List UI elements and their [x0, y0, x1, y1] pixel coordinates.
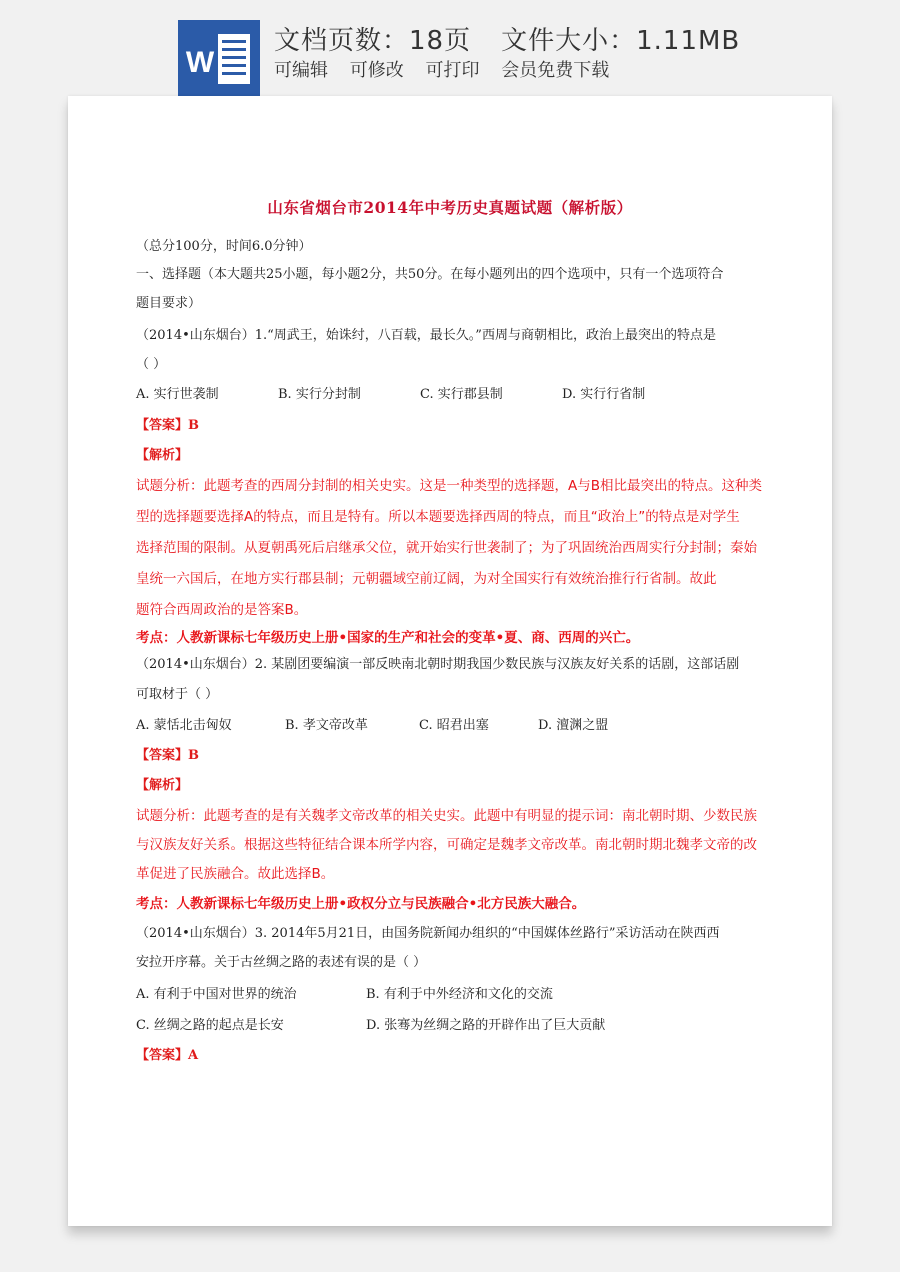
- analysis-line: 题符合西周政治的是答案B。: [136, 602, 308, 618]
- question-2-options: [136, 714, 608, 733]
- analysis-line: 与汉族友好关系。根据这些特征结合课本所学内容，可确定是魏孝文帝改革。南北朝时期北魏孝文帝的改: [136, 837, 757, 853]
- option-b: B. 有利于中外经济和文化的交流: [366, 987, 553, 1002]
- option-c: C. 昭君出塞: [419, 718, 489, 733]
- option-c: C. 实行郡县制: [420, 387, 503, 402]
- question-1-kaodian: 考点：人教新课标七年级历史上册•国家的生产和社会的变革•夏、商、西周的兴亡。: [136, 630, 640, 646]
- document-stats: [274, 20, 740, 57]
- exam-info: （总分100分，时间6.0分钟）: [136, 239, 312, 254]
- option-d: D. 张骞为丝绸之路的开辟作出了巨大贡献: [366, 1018, 606, 1033]
- analysis-line: 皇统一六国后，在地方实行郡县制；元朝疆域空前辽阔，为对全国实行有效统治推行行省制。故此: [136, 571, 717, 587]
- option-b: B. 孝文帝改革: [285, 718, 368, 733]
- question-1-stem: （2014•山东烟台）1.“周武王，始诛纣，八百载，最长久。”西周与商朝相比，政治上最突出的特点是: [136, 328, 716, 343]
- section-heading-line1: 一、选择题（本大题共25小题，每小题2分，共50分。在每小题列出的四个选项中，只有一个选项符合: [136, 267, 724, 282]
- question-2-answer: 【答案】B: [136, 748, 199, 763]
- question-3-answer: 【答案】A: [136, 1048, 199, 1063]
- option-a: A. 有利于中国对世界的统治: [136, 987, 297, 1002]
- analysis-line: 试题分析：此题考查的是有关魏孝文帝改革的相关史实。此题中有明显的提示词：南北朝时期、少数民族: [136, 808, 757, 824]
- question-2-blank: 可取材于（ ）: [136, 687, 219, 702]
- option-a: A. 蒙恬北击匈奴: [136, 718, 232, 733]
- option-d: D. 实行行省制: [562, 387, 646, 402]
- feature-editable: 可编辑: [274, 60, 328, 81]
- feature-member-download[interactable]: 会员免费下载: [501, 60, 610, 81]
- question-3-blank: 安拉开序幕。关于古丝绸之路的表述有误的是（ ）: [136, 955, 427, 970]
- option-a: A. 实行世袭制: [136, 387, 219, 402]
- question-1-blank: （ ）: [136, 357, 167, 372]
- document-page: [68, 96, 832, 1226]
- feature-list: [274, 56, 619, 82]
- file-size: 文件大小：1.11MB: [501, 26, 741, 56]
- feature-modifiable: 可修改: [349, 60, 404, 81]
- svg-text:W: W: [185, 46, 215, 79]
- option-b: B. 实行分封制: [278, 387, 361, 402]
- analysis-line: 试题分析：此题考查的西周分封制的相关史实。这是一种类型的选择题，A与B相比最突出的特点。这种类: [136, 478, 762, 494]
- question-3-options-row2: [136, 1014, 605, 1033]
- question-2-analysis-label: 【解析】: [136, 778, 189, 793]
- analysis-line: 型的选择题要选择A的特点，而且是特有。所以本题要选择西周的特点，而且“政治上”的特点是对学生: [136, 509, 740, 525]
- analysis-line: 选择范围的限制。从夏朝禹死后启继承父位，就开始实行世袭制了；为了巩固统治西周实行分封制；秦始: [136, 540, 757, 556]
- option-c: C. 丝绸之路的起点是长安: [136, 1018, 284, 1033]
- analysis-line: 革促进了民族融合。故此选择B。: [136, 866, 335, 882]
- question-3-stem: （2014•山东烟台）3. 2014年5月21日，由国务院新闻办组织的“中国媒体丝路行”采访活动在陕西西: [136, 926, 720, 941]
- word-doc-icon: [178, 20, 260, 96]
- question-2-kaodian: 考点：人教新课标七年级历史上册•政权分立与民族融合•北方民族大融合。: [136, 896, 586, 912]
- question-1-analysis-label: 【解析】: [136, 448, 189, 463]
- section-heading-line2: 题目要求）: [136, 296, 202, 311]
- question-1-options: [136, 383, 645, 402]
- question-1-answer: 【答案】B: [136, 418, 199, 433]
- feature-printable: 可打印: [425, 60, 480, 81]
- question-2-stem: （2014•山东烟台）2. 某剧团要编演一部反映南北朝时期我国少数民族与汉族友好关系的话剧，这部话剧: [136, 657, 740, 672]
- document-info-header: [0, 0, 900, 96]
- page-count: 文档页数：18页: [274, 26, 472, 56]
- question-3-options-row1: [136, 983, 553, 1002]
- option-d: D. 澶渊之盟: [538, 718, 609, 733]
- document-title: 山东省烟台市2014年中考历史真题试题（解析版）: [267, 198, 633, 217]
